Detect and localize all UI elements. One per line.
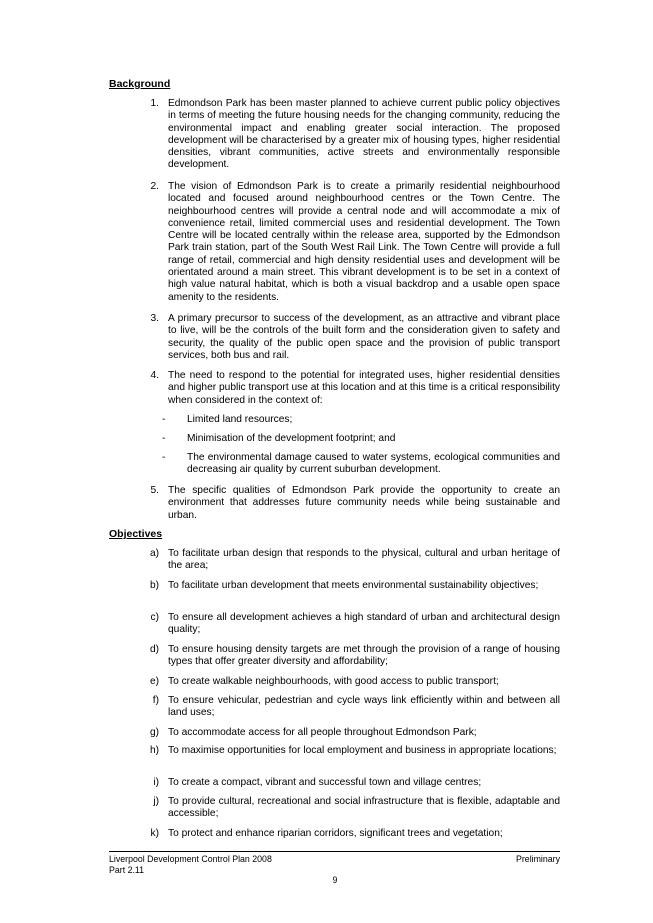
item-text: The specific qualities of Edmondson Park provide the opportunity to create an environment that addresses future community needs while being sustainable and urban. <box>168 485 560 521</box>
item-number: 3. <box>150 313 159 324</box>
item-letter: i) <box>153 777 159 788</box>
sub-item-text: Limited land resources; <box>187 414 293 425</box>
item-letter: j) <box>153 796 159 807</box>
item-text: To facilitate urban design that responds to the physical, cultural and urban heritage of the area; <box>168 548 560 572</box>
dash-marker: - <box>162 414 166 425</box>
item-letter: a) <box>149 548 159 559</box>
item-letter: d) <box>149 644 159 655</box>
sub-item-text: Minimisation of the development footprint; and <box>187 433 396 444</box>
page-number: 9 <box>332 875 338 885</box>
item-letter: k) <box>150 828 159 839</box>
item-letter: h) <box>149 745 159 756</box>
item-text: To create a compact, vibrant and successful town and village centres; <box>168 777 482 788</box>
item-text: The need to respond to the potential for integrated uses, higher residential densities and higher public transport use at this location and at this time is a critical responsibility when considered in the context of: <box>168 370 560 406</box>
footer-part: Part 2.11 <box>109 865 145 875</box>
item-text: To ensure vehicular, pedestrian and cycle ways link efficiently within and between all land uses; <box>168 695 560 719</box>
item-text: To facilitate urban development that meets environmental sustainability objectives; <box>168 580 539 591</box>
item-text: A primary precursor to success of the development, as an attractive and vibrant place to live, will be the controls of the built form and the consideration given to safety and security, the quality of the public open space and the provision of public transport services, both bus and rail. <box>168 313 560 361</box>
item-text: To maximise opportunities for local employment and business in appropriate locations; <box>168 745 557 756</box>
item-letter: f) <box>152 695 159 706</box>
footer-divider <box>109 851 560 852</box>
footer-status: Preliminary <box>516 854 560 864</box>
item-letter: c) <box>150 612 159 623</box>
item-number: 1. <box>150 98 159 109</box>
item-text: To ensure all development achieves a high standard of urban and architectural design quality; <box>168 612 560 636</box>
sub-item-text: The environmental damage caused to water systems, ecological communities and decreasing air quality by current suburban development. <box>187 452 560 476</box>
dash-marker: - <box>162 452 166 463</box>
item-text: The vision of Edmondson Park is to create a primarily residential neighbourhood located and focused around neighbourhood centres or the Town Centre. The neighbourhood centres will provide a central node and will accommodate a mix of convenience retail, limited commercial uses and residential development. The Town Centre will be located centrally within the release area, supported by the Edmondson Park train station, part of the South West Rail Link. The Town Centre will provide a full range of retail, commercial and high density residential uses and development will be orientated around a main street. This vibrant development is to be set in a context of high value natural habitat, which is both a visual backdrop and a usable open space amenity to the residents. <box>168 181 560 303</box>
item-text: To ensure housing density targets are met through the provision of a range of housing types that offer greater diversity and affordability; <box>168 644 560 668</box>
item-text: To create walkable neighbourhoods, with good access to public transport; <box>168 676 499 687</box>
item-text: To protect and enhance riparian corridors, significant trees and vegetation; <box>168 828 503 839</box>
dash-marker: - <box>162 433 166 444</box>
item-number: 4. <box>150 370 159 381</box>
item-text: To accommodate access for all people throughout Edmondson Park; <box>168 727 477 738</box>
objectives-heading: Objectives <box>109 528 163 540</box>
item-text: To provide cultural, recreational and social infrastructure that is flexible, adaptable and accessible; <box>168 796 560 820</box>
item-number: 5. <box>150 485 159 496</box>
item-text: Edmondson Park has been master planned to achieve current public policy objectives in terms of meeting the future housing needs for the changing community, reducing the environmental impact and enabling greater social interaction. The proposed development will be characterised by a greater mix of housing types, higher residential densities, vibrant communities, active streets and environmentally responsible development. <box>168 98 560 171</box>
item-number: 2. <box>150 181 159 192</box>
item-letter: e) <box>149 676 159 687</box>
item-letter: g) <box>149 727 159 738</box>
item-letter: b) <box>149 580 159 591</box>
footer-document-title: Liverpool Development Control Plan 2008 <box>109 854 272 864</box>
background-heading: Background <box>109 78 171 90</box>
